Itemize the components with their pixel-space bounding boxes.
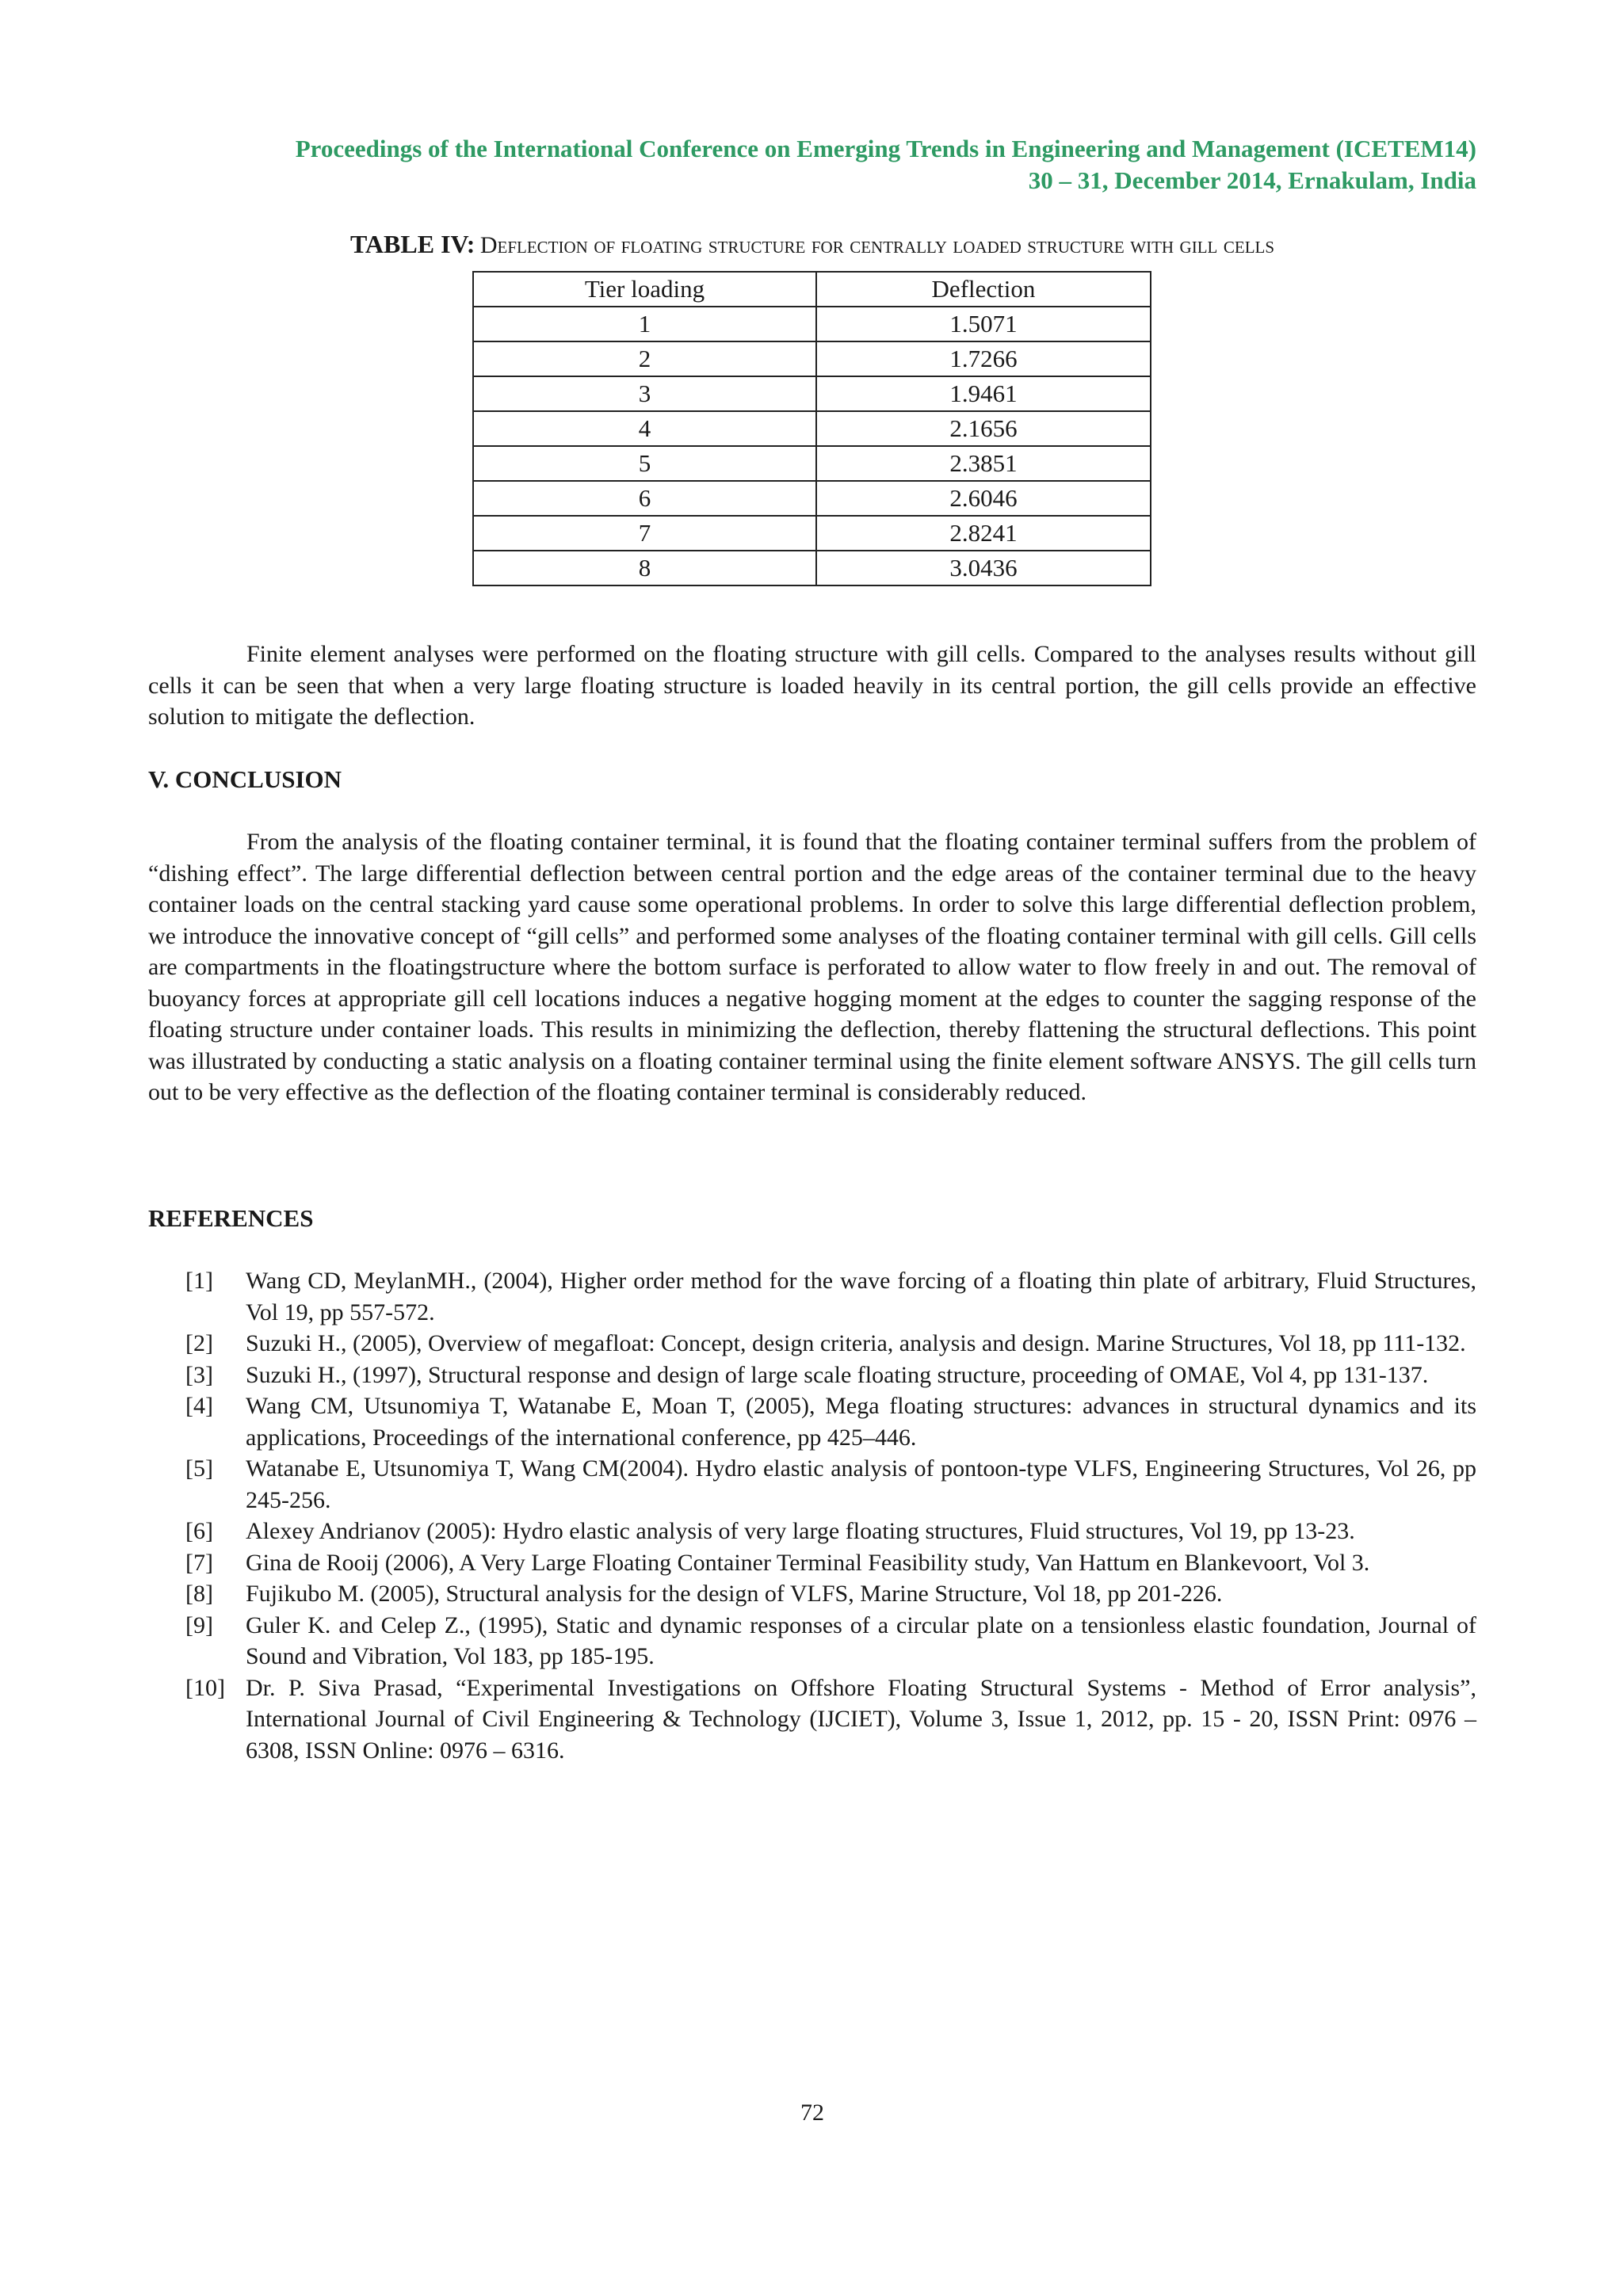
reference-number: [4] — [185, 1393, 213, 1419]
table-cell-tier: 7 — [473, 516, 816, 551]
table-cell-deflection: 3.0436 — [816, 551, 1151, 585]
table-cell-tier: 3 — [473, 376, 816, 411]
table-cell-tier: 6 — [473, 481, 816, 516]
reference-number: [6] — [185, 1518, 213, 1544]
reference-text: Wang CM, Utsunomiya T, Watanabe E, Moan T, (2005), Mega floating structures: advances in structural dynamics and its applications, Proceedings of the international conference, pp 425–446. — [246, 1393, 1476, 1451]
table-header-cell: Tier loading — [473, 272, 816, 307]
table-cell-deflection: 2.8241 — [816, 516, 1151, 551]
reference-text: Dr. P. Siva Prasad, “Experimental Investigations on Offshore Floating Structural Systems - Method of Error analysis”, International Journal of Civil Engineering & Technology (IJCIET), Volume 3, Issue 1, 2012, pp. 15 - 20, ISSN Print: 0976 – 6308, ISSN Online: 0976 – 6316. — [246, 1674, 1476, 1764]
reference-text: Fujikubo M. (2005), Structural analysis for the design of VLFS, Marine Structure, Vol 18, pp 201-226. — [246, 1581, 1223, 1607]
section-heading-references: REFERENCES — [148, 1204, 314, 1232]
reference-number: [7] — [185, 1549, 213, 1576]
reference-item — [148, 1360, 1476, 1391]
reference-number: [9] — [185, 1611, 213, 1638]
table-cell-deflection: 2.3851 — [816, 446, 1151, 481]
reference-text: Suzuki H., (2005), Overview of megafloat: Concept, design criteria, analysis and design. Marine Structures, Vol 18, pp 111-132. — [246, 1330, 1466, 1356]
reference-list — [148, 1265, 1476, 1766]
reference-item — [148, 1265, 1476, 1328]
reference-text: Suzuki H., (1997), Structural response and design of large scale floating structure, proceeding of OMAE, Vol 4, pp 131-137. — [246, 1361, 1429, 1388]
reference-text: Alexey Andrianov (2005): Hydro elastic analysis of very large floating structures, Fluid structures, Vol 19, pp 13-23. — [246, 1518, 1355, 1544]
reference-item — [148, 1453, 1476, 1516]
table-cell-tier: 4 — [473, 411, 816, 446]
table-cell-deflection: 1.7266 — [816, 341, 1151, 376]
reference-text: Gina de Rooij (2006), A Very Large Floating Container Terminal Feasibility study, Van Hattum en Blankevoort, Vol 3. — [246, 1549, 1370, 1576]
reference-text: Watanabe E, Utsunomiya T, Wang CM(2004). Hydro elastic analysis of pontoon-type VLFS, Engineering Structures, Vol 26, pp 245-256. — [246, 1455, 1476, 1513]
reference-number: [8] — [185, 1581, 213, 1607]
table-caption-text: Deflection of floating structure for centrally loaded structure with gill cells — [479, 232, 1275, 258]
reference-item — [148, 1516, 1476, 1547]
table-header-cell: Deflection — [816, 272, 1151, 307]
table-row — [473, 481, 1151, 516]
conference-header — [148, 133, 1476, 196]
table-caption — [148, 230, 1476, 261]
reference-item — [148, 1328, 1476, 1360]
reference-item — [148, 1390, 1476, 1453]
table-cell-tier: 5 — [473, 446, 816, 481]
table-cell-deflection: 1.9461 — [816, 376, 1151, 411]
header-title: Proceedings of the International Conference on Emerging Trends in Engineering and Management (ICETEM14) — [295, 135, 1476, 162]
reference-number: [10] — [185, 1674, 225, 1701]
table-caption-label: TABLE IV: — [349, 230, 475, 258]
reference-number: [1] — [185, 1268, 213, 1294]
body-paragraph-conclusion: From the analysis of the floating container terminal, it is found that the floating container terminal suffers from the problem of “dishing effect”. The large differential deflection between central portion and the edge areas of the container terminal due to the heavy container loads on the central stacking yard cause some operational problems. In order to solve this large differential deflection problem, we introduce the innovative concept of “gill cells” and performed some analyses of the floating container terminal with gill cells. Gill cells are compartments in the floatingstructure where the bottom surface is perforated to allow water to flow freely in and out. The removal of buoyancy forces at appropriate gill cell locations induces a negative hogging moment at the edges to counter the sagging response of the floating structure under container loads. This results in minimizing the deflection, thereby flattening the structural deflections. This point was illustrated by conducting a static analysis on a floating container terminal using the finite element software ANSYS. The gill cells turn out to be very effective as the deflection of the floating container terminal is considerably reduced. — [148, 829, 1476, 1105]
header-date-location: 30 – 31, December 2014, Ernakulam, India — [1028, 166, 1476, 194]
section-heading-conclusion: V. CONCLUSION — [148, 765, 342, 793]
table-row — [473, 376, 1151, 411]
table-row — [473, 516, 1151, 551]
deflection-table — [472, 271, 1151, 586]
table-cell-deflection: 1.5071 — [816, 307, 1151, 341]
reference-item — [148, 1610, 1476, 1672]
reference-item — [148, 1578, 1476, 1610]
table-cell-tier: 1 — [473, 307, 816, 341]
reference-item — [148, 1672, 1476, 1767]
reference-number: [5] — [185, 1455, 213, 1482]
table-row — [473, 411, 1151, 446]
reference-item — [148, 1547, 1476, 1579]
table-cell-tier: 8 — [473, 551, 816, 585]
table-cell-deflection: 2.1656 — [816, 411, 1151, 446]
table-row — [473, 551, 1151, 585]
table-header-row — [473, 272, 1151, 307]
table-row — [473, 446, 1151, 481]
page-number: 72 — [800, 2100, 824, 2126]
table-row — [473, 307, 1151, 341]
reference-text: Wang CD, MeylanMH., (2004), Higher order method for the wave forcing of a floating thin plate of arbitrary, Fluid Structures, Vol 19, pp 557-572. — [246, 1268, 1476, 1325]
body-paragraph-results: Finite element analyses were performed on the floating structure with gill cells. Compared to the analyses results without gill cells it can be seen that when a very large floating structure is loaded heavily in its central portion, the gill cells provide an effective solution to mitigate the deflection. — [148, 641, 1476, 730]
table-cell-deflection: 2.6046 — [816, 481, 1151, 516]
table-row — [473, 341, 1151, 376]
table-cell-tier: 2 — [473, 341, 816, 376]
reference-text: Guler K. and Celep Z., (1995), Static and dynamic responses of a circular plate on a tensionless elastic foundation, Journal of Sound and Vibration, Vol 183, pp 185-195. — [246, 1611, 1476, 1669]
reference-number: [2] — [185, 1330, 213, 1356]
reference-number: [3] — [185, 1361, 213, 1388]
